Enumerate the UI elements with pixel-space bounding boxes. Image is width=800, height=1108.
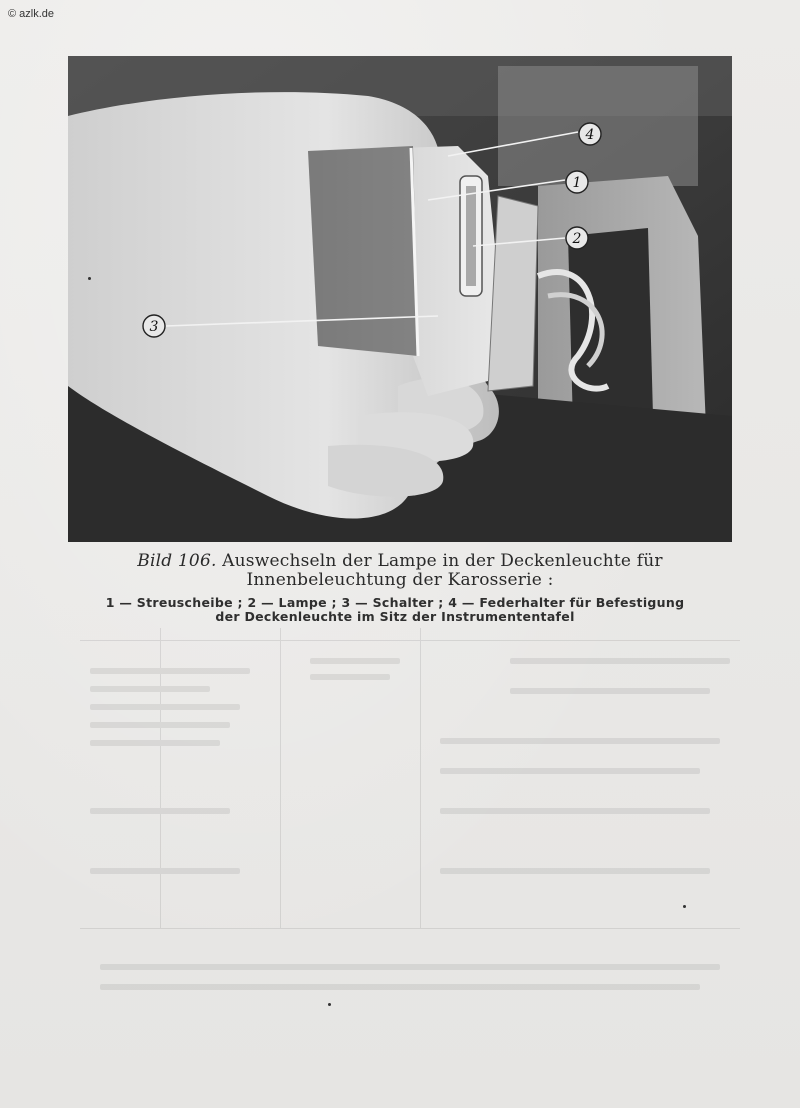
speck (88, 277, 91, 280)
figure-photo (68, 56, 732, 542)
bleed-through (80, 628, 740, 1008)
caption-title (100, 552, 700, 590)
caption-figure-number: Bild 106. (137, 551, 217, 571)
caption-legend-line1: 1 — Streuscheibe ; 2 — Lampe ; 3 — Schalter ; 4 — Federhalter für Befestigung (105, 595, 685, 610)
callout-2-label: 2 (572, 231, 582, 247)
caption-legend-line2: der Deckenleuchte im Sitz der Instrumententafel (215, 609, 575, 624)
speck (328, 1003, 331, 1006)
callout-3-label: 3 (149, 319, 159, 335)
watermark: © azlk.de (8, 8, 55, 20)
lamp-socket-opening (568, 228, 653, 426)
callout-4-label: 4 (585, 127, 595, 143)
caption-title-line2: Innenbeleuchtung der Karosserie : (246, 570, 554, 590)
caption-title-line1: Auswechseln der Lampe in der Deckenleuchte für (216, 551, 663, 571)
photo-illustration (68, 56, 732, 542)
speck (683, 905, 686, 908)
callout-1-label: 1 (572, 175, 582, 191)
caption-legend (50, 596, 740, 624)
figure-caption (100, 552, 700, 590)
